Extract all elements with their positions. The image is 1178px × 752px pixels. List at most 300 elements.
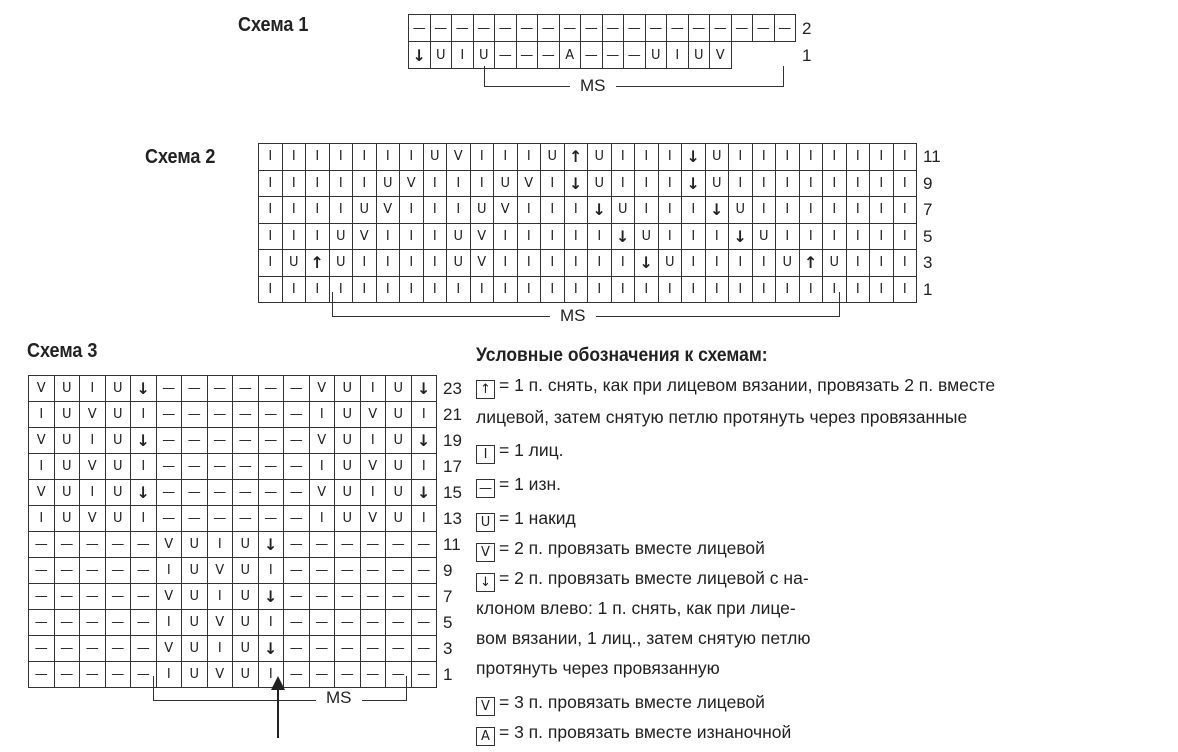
stitch-cell: — [753, 15, 775, 42]
legend-item [476, 628, 810, 649]
stitch-cell: I [776, 223, 800, 250]
stitch-cell: — [131, 558, 157, 584]
stitch-cell: I [360, 376, 386, 402]
stitch-cell: U [54, 428, 80, 454]
stitch-cell: — [284, 532, 310, 558]
stitch-cell: — [131, 662, 157, 688]
stitch-cell: I [893, 276, 917, 303]
stitch-cell: U [335, 480, 361, 506]
chart-row [259, 197, 917, 224]
stitch-cell: — [360, 532, 386, 558]
stitch-cell: — [182, 480, 208, 506]
scheme-3-grid [28, 375, 437, 688]
stitch-cell: — [360, 610, 386, 636]
stitch-cell: ↓ [411, 428, 437, 454]
stitch-cell: — [386, 558, 412, 584]
scheme-3-ms-label: MS [316, 688, 362, 708]
chart-row [259, 250, 917, 277]
stitch-cell: I [306, 144, 330, 171]
scheme-1-ms-bracket [484, 66, 784, 87]
stitch-cell: V [207, 558, 233, 584]
stitch-cell: I [282, 223, 306, 250]
scheme-1-grid [408, 14, 796, 69]
stitch-cell: — [602, 15, 624, 42]
chart-row [259, 170, 917, 197]
stitch-cell: ↓ [131, 376, 157, 402]
stitch-cell: I [635, 197, 659, 224]
stitch-cell: I [564, 197, 588, 224]
stitch-cell: — [29, 662, 55, 688]
stitch-cell: U [776, 250, 800, 277]
stitch-cell: ↓ [682, 170, 706, 197]
stitch-cell: I [588, 250, 612, 277]
legend-item [476, 375, 995, 399]
stitch-cell: U [611, 197, 635, 224]
stitch-cell: — [309, 610, 335, 636]
stitch-cell: — [207, 428, 233, 454]
stitch-cell: I [80, 480, 106, 506]
stitch-cell: — [233, 402, 259, 428]
stitch-cell: V [156, 584, 182, 610]
stitch-cell: ↓ [611, 223, 635, 250]
stitch-cell: I [893, 250, 917, 277]
stitch-cell: — [335, 636, 361, 662]
stitch-cell: I [611, 144, 635, 171]
stitch-cell: I [353, 170, 377, 197]
stitch-cell: I [635, 170, 659, 197]
stitch-cell: I [588, 223, 612, 250]
stitch-cell: I [752, 250, 776, 277]
stitch-cell: — [54, 532, 80, 558]
row-number: 2 [802, 18, 812, 38]
stitch-cell: U [233, 610, 259, 636]
stitch-cell: I [517, 223, 541, 250]
stitch-cell: — [105, 662, 131, 688]
stitch-cell: I [282, 197, 306, 224]
stitch-cell: — [80, 662, 106, 688]
chart-row [29, 636, 437, 662]
stitch-cell: I [353, 276, 377, 303]
stitch-cell: — [360, 636, 386, 662]
row-number: 11 [923, 147, 941, 167]
stitch-cell: I [658, 197, 682, 224]
stitch-cell: — [233, 428, 259, 454]
row-number: 19 [443, 431, 462, 450]
stitch-cell: — [284, 610, 310, 636]
stitch-cell: — [731, 15, 753, 42]
stitch-cell: U [182, 584, 208, 610]
stitch-cell: I [823, 197, 847, 224]
stitch-cell: — [131, 610, 157, 636]
stitch-cell: I [423, 250, 447, 277]
stitch-cell: I [729, 250, 753, 277]
legend-text: = 1 изн. [499, 474, 562, 494]
stitch-cell: — [516, 15, 538, 42]
stitch-cell: U [329, 250, 353, 277]
stitch-cell: I [329, 276, 353, 303]
stitch-cell: I [823, 144, 847, 171]
stitch-cell: — [411, 636, 437, 662]
stitch-cell: V [360, 454, 386, 480]
legend-symbol-icon: ↑ [476, 380, 495, 399]
stitch-cell: I [259, 250, 283, 277]
stitch-cell: ↑ [306, 250, 330, 277]
stitch-cell: I [682, 276, 706, 303]
stitch-cell: V [309, 376, 335, 402]
row-number: 17 [443, 457, 462, 476]
stitch-cell: I [776, 170, 800, 197]
stitch-cell: — [284, 402, 310, 428]
stitch-cell: U [386, 480, 412, 506]
stitch-cell: — [182, 402, 208, 428]
stitch-cell: U [54, 506, 80, 532]
stitch-cell: U [233, 532, 259, 558]
stitch-cell: I [494, 223, 518, 250]
stitch-cell: I [258, 558, 284, 584]
stitch-cell: I [29, 402, 55, 428]
stitch-cell: — [335, 662, 361, 688]
stitch-cell: — [411, 558, 437, 584]
stitch-cell: V [470, 250, 494, 277]
stitch-cell: U [823, 250, 847, 277]
scheme-2-title: Схема 2 [145, 146, 216, 168]
stitch-cell: — [335, 558, 361, 584]
stitch-cell: U [105, 480, 131, 506]
legend-item [476, 407, 967, 428]
stitch-cell: I [423, 197, 447, 224]
stitch-cell: — [284, 558, 310, 584]
stitch-cell: U [588, 144, 612, 171]
stitch-cell: I [400, 197, 424, 224]
stitch-cell: I [470, 144, 494, 171]
stitch-cell: I [635, 144, 659, 171]
stitch-cell: I [667, 42, 689, 69]
stitch-cell: — [581, 15, 603, 42]
stitch-cell: U [182, 636, 208, 662]
stitch-cell: — [182, 454, 208, 480]
stitch-cell: — [80, 558, 106, 584]
stitch-cell: I [517, 197, 541, 224]
stitch-cell: I [799, 197, 823, 224]
stitch-cell: I [517, 144, 541, 171]
stitch-cell: — [80, 584, 106, 610]
stitch-cell: I [207, 532, 233, 558]
stitch-cell: I [156, 558, 182, 584]
stitch-cell: U [430, 42, 452, 69]
stitch-cell: I [376, 276, 400, 303]
stitch-cell: U [688, 42, 710, 69]
row-number: 23 [443, 379, 462, 398]
stitch-cell: — [80, 532, 106, 558]
stitch-cell: I [776, 144, 800, 171]
stitch-cell: — [774, 15, 796, 42]
stitch-cell: V [400, 170, 424, 197]
stitch-cell: I [541, 276, 565, 303]
stitch-cell: — [182, 428, 208, 454]
stitch-cell: U [54, 402, 80, 428]
stitch-cell: I [282, 276, 306, 303]
row-number: 7 [443, 587, 453, 606]
stitch-cell: V [376, 197, 400, 224]
stitch-cell: I [447, 170, 471, 197]
stitch-cell: V [360, 506, 386, 532]
stitch-cell: — [105, 636, 131, 662]
stitch-cell: — [360, 558, 386, 584]
stitch-cell: I [870, 144, 894, 171]
legend-item [476, 440, 564, 464]
stitch-cell: I [729, 170, 753, 197]
legend-item [476, 538, 765, 562]
stitch-cell: — [156, 506, 182, 532]
stitch-cell: I [541, 170, 565, 197]
stitch-cell: I [682, 197, 706, 224]
stitch-cell: I [360, 480, 386, 506]
stitch-cell: — [284, 636, 310, 662]
stitch-cell: U [376, 170, 400, 197]
legend-symbol-icon: V [476, 543, 495, 562]
stitch-cell: I [611, 276, 635, 303]
stitch-cell: I [494, 144, 518, 171]
stitch-cell: — [105, 532, 131, 558]
stitch-cell: I [564, 276, 588, 303]
stitch-cell: I [329, 144, 353, 171]
stitch-cell: I [423, 170, 447, 197]
stitch-cell: I [729, 276, 753, 303]
stitch-cell: — [386, 662, 412, 688]
stitch-cell: V [80, 454, 106, 480]
stitch-cell: — [624, 15, 646, 42]
stitch-cell: I [376, 144, 400, 171]
stitch-cell: I [752, 276, 776, 303]
stitch-cell: I [799, 144, 823, 171]
stitch-cell: I [282, 170, 306, 197]
stitch-cell: U [658, 250, 682, 277]
stitch-cell: V [494, 197, 518, 224]
stitch-cell: U [386, 402, 412, 428]
stitch-cell: U [470, 197, 494, 224]
stitch-cell: I [893, 223, 917, 250]
stitch-cell: ↑ [799, 250, 823, 277]
stitch-cell: — [54, 610, 80, 636]
stitch-cell: I [309, 402, 335, 428]
stitch-cell: I [309, 506, 335, 532]
stitch-cell: I [823, 170, 847, 197]
stitch-cell: U [645, 42, 667, 69]
stitch-cell: ↓ [411, 376, 437, 402]
stitch-cell: V [517, 170, 541, 197]
stitch-cell: I [411, 506, 437, 532]
stitch-cell: I [752, 170, 776, 197]
stitch-cell: I [517, 250, 541, 277]
stitch-cell: I [423, 223, 447, 250]
stitch-cell: — [29, 610, 55, 636]
stitch-cell: — [182, 376, 208, 402]
stitch-cell: U [233, 636, 259, 662]
chart-row [29, 584, 437, 610]
stitch-cell: U [705, 144, 729, 171]
stitch-cell: — [284, 506, 310, 532]
stitch-cell: I [752, 197, 776, 224]
stitch-cell: — [233, 480, 259, 506]
stitch-cell: U [335, 402, 361, 428]
stitch-cell: I [259, 144, 283, 171]
stitch-cell: U [105, 402, 131, 428]
chart-row [259, 144, 917, 171]
stitch-cell: — [156, 428, 182, 454]
stitch-cell: — [131, 584, 157, 610]
stitch-cell: — [495, 15, 517, 42]
stitch-cell: V [156, 636, 182, 662]
stitch-cell: I [893, 170, 917, 197]
legend-text: лицевой, затем снятую петлю протянуть через провязанные [476, 407, 968, 427]
stitch-cell: I [846, 223, 870, 250]
stitch-cell: U [182, 610, 208, 636]
row-number: 9 [923, 173, 933, 193]
stitch-cell: U [54, 376, 80, 402]
stitch-cell: — [156, 402, 182, 428]
stitch-cell: — [360, 662, 386, 688]
stitch-cell: — [105, 610, 131, 636]
stitch-cell: — [182, 506, 208, 532]
stitch-cell: V [309, 480, 335, 506]
stitch-cell: I [870, 223, 894, 250]
stitch-cell: I [658, 144, 682, 171]
stitch-cell: ↓ [409, 42, 431, 69]
legend-item [476, 474, 561, 498]
chart-row [29, 376, 437, 402]
legend-text: = 2 п. провязать вместе лицевой с на- [499, 568, 809, 588]
stitch-cell: V [710, 42, 732, 69]
row-number: 11 [443, 535, 461, 554]
chart-row [29, 480, 437, 506]
stitch-cell: I [705, 276, 729, 303]
stitch-cell: — [411, 662, 437, 688]
stitch-cell: I [588, 276, 612, 303]
stitch-cell: — [131, 532, 157, 558]
legend-item [476, 568, 809, 592]
stitch-cell: I [752, 144, 776, 171]
stitch-cell: I [635, 276, 659, 303]
stitch-cell: I [705, 250, 729, 277]
chart-row [29, 454, 437, 480]
legend-text: = 1 п. снять, как при лицевом вязании, провязать 2 п. вместе [499, 375, 996, 395]
legend-item [476, 692, 765, 716]
stitch-cell: U [105, 454, 131, 480]
stitch-cell: — [258, 376, 284, 402]
stitch-cell: I [411, 454, 437, 480]
stitch-cell: — [309, 558, 335, 584]
stitch-cell: — [309, 636, 335, 662]
stitch-cell: I [131, 454, 157, 480]
stitch-cell: I [470, 170, 494, 197]
row-number: 13 [443, 509, 462, 528]
legend-text: протянуть через провязанную [476, 658, 720, 678]
stitch-cell: — [309, 662, 335, 688]
stitch-cell: I [360, 428, 386, 454]
stitch-cell: I [258, 610, 284, 636]
stitch-cell: — [54, 636, 80, 662]
stitch-cell: V [207, 610, 233, 636]
stitch-cell: I [470, 276, 494, 303]
stitch-cell: V [447, 144, 471, 171]
stitch-cell: I [423, 276, 447, 303]
stitch-cell: I [705, 223, 729, 250]
stitch-cell: U [386, 506, 412, 532]
row-number: 9 [443, 561, 453, 580]
stitch-cell: — [156, 376, 182, 402]
stitch-cell: — [233, 454, 259, 480]
stitch-cell: I [329, 197, 353, 224]
stitch-cell: U [386, 428, 412, 454]
stitch-cell: ↓ [729, 223, 753, 250]
stitch-cell: — [207, 376, 233, 402]
row-number: 5 [923, 226, 933, 246]
stitch-cell: I [400, 276, 424, 303]
stitch-cell: U [752, 223, 776, 250]
stitch-cell: — [284, 376, 310, 402]
stitch-cell: I [447, 197, 471, 224]
stitch-cell: I [376, 250, 400, 277]
stitch-cell: — [258, 454, 284, 480]
chart-row [29, 532, 437, 558]
chart-row [409, 15, 796, 42]
stitch-cell: U [386, 376, 412, 402]
stitch-cell: I [799, 170, 823, 197]
stitch-cell: I [517, 276, 541, 303]
stitch-cell: I [776, 276, 800, 303]
stitch-cell: — [258, 480, 284, 506]
start-arrow-icon [268, 674, 288, 740]
stitch-cell: I [564, 250, 588, 277]
stitch-cell: — [207, 506, 233, 532]
stitch-cell: I [259, 276, 283, 303]
stitch-cell: I [411, 402, 437, 428]
stitch-cell: U [335, 428, 361, 454]
chart-row [29, 610, 437, 636]
stitch-cell: ↓ [564, 170, 588, 197]
stitch-cell: — [335, 584, 361, 610]
stitch-cell: I [893, 144, 917, 171]
row-number: 15 [443, 483, 462, 502]
chart-row [29, 402, 437, 428]
scheme-1-ms-label: MS [570, 76, 616, 96]
row-number: 7 [923, 200, 933, 220]
row-number: 1 [443, 665, 453, 684]
stitch-cell: U [541, 144, 565, 171]
stitch-cell: — [516, 42, 538, 69]
stitch-cell: I [156, 610, 182, 636]
stitch-cell: I [846, 144, 870, 171]
stitch-cell: ↓ [682, 144, 706, 171]
stitch-cell: I [658, 170, 682, 197]
legend-symbol-icon: A [476, 727, 495, 746]
stitch-cell: — [80, 610, 106, 636]
stitch-cell: — [207, 454, 233, 480]
stitch-cell: I [353, 250, 377, 277]
stitch-cell: U [335, 506, 361, 532]
stitch-cell: U [329, 223, 353, 250]
stitch-cell: U [423, 144, 447, 171]
stitch-cell: I [611, 170, 635, 197]
legend-text: клоном влево: 1 п. снять, как при лице- [476, 598, 796, 618]
legend-text: = 3 п. провязать вместе лицевой [499, 692, 765, 712]
stitch-cell: I [400, 250, 424, 277]
stitch-cell: — [54, 584, 80, 610]
row-number: 3 [923, 253, 933, 273]
stitch-cell: I [400, 144, 424, 171]
stitch-cell: — [105, 558, 131, 584]
chart-row [29, 558, 437, 584]
